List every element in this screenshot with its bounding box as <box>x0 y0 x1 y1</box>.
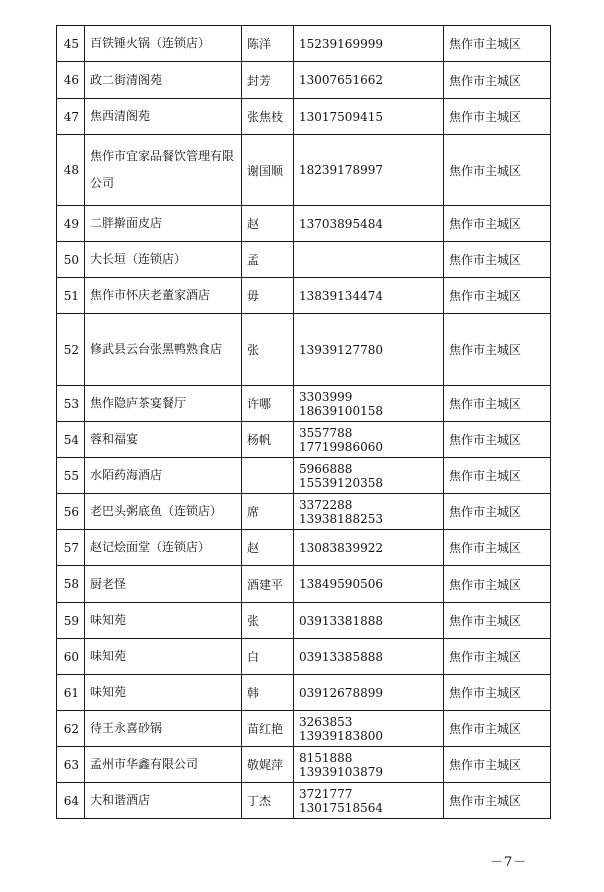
restaurant-name: 百铁锤火锅（连锁店） <box>85 26 242 62</box>
row-number: 45 <box>57 26 85 62</box>
phone-number: 18239178997 <box>294 135 444 206</box>
phone-number: 3557788 17719986060 <box>294 422 444 458</box>
row-number: 53 <box>57 386 85 422</box>
phone-number: 3372288 13938188253 <box>294 494 444 530</box>
district: 焦作市主城区 <box>444 278 551 314</box>
table-row <box>57 458 551 494</box>
district: 焦作市主城区 <box>444 711 551 747</box>
phone-number: 3263853 13939183800 <box>294 711 444 747</box>
district: 焦作市主城区 <box>444 494 551 530</box>
contact-person: 敬娓萍 <box>242 747 294 783</box>
phone-number: 03913381888 <box>294 603 444 639</box>
contact-person: 封芳 <box>242 62 294 99</box>
district: 焦作市主城区 <box>444 639 551 675</box>
contact-person: 张 <box>242 314 294 386</box>
contact-person: 丁杰 <box>242 783 294 819</box>
phone-number: 3721777 13017518564 <box>294 783 444 819</box>
restaurant-name: 味知苑 <box>85 675 242 711</box>
restaurant-name: 焦作市怀庆老董家酒店 <box>85 278 242 314</box>
table-row <box>57 603 551 639</box>
contact-person: 韩 <box>242 675 294 711</box>
restaurant-name: 味知苑 <box>85 603 242 639</box>
phone-number: 15239169999 <box>294 26 444 62</box>
restaurant-name: 政二街清阁苑 <box>85 62 242 99</box>
contact-person: 张 <box>242 603 294 639</box>
contact-person <box>242 458 294 494</box>
restaurant-name: 焦西清阁苑 <box>85 99 242 135</box>
restaurant-name: 厨老怪 <box>85 566 242 603</box>
table-row <box>57 566 551 603</box>
district: 焦作市主城区 <box>444 458 551 494</box>
phone-number: 13939127780 <box>294 314 444 386</box>
contact-person: 张焦枝 <box>242 99 294 135</box>
district: 焦作市主城区 <box>444 135 551 206</box>
contact-person: 苗红艳 <box>242 711 294 747</box>
table-row <box>57 62 551 99</box>
contact-person: 毋 <box>242 278 294 314</box>
table-row <box>57 783 551 819</box>
phone-number: 5966888 15539120358 <box>294 458 444 494</box>
table-body <box>57 26 551 819</box>
restaurant-name: 蓉和福宴 <box>85 422 242 458</box>
table-row <box>57 314 551 386</box>
district: 焦作市主城区 <box>444 603 551 639</box>
district: 焦作市主城区 <box>444 206 551 242</box>
district: 焦作市主城区 <box>444 566 551 603</box>
restaurant-name: 水陌药海酒店 <box>85 458 242 494</box>
row-number: 61 <box>57 675 85 711</box>
phone-number: 03913385888 <box>294 639 444 675</box>
restaurant-name: 焦作市宜家品餐饮管理有限公司 <box>85 135 242 206</box>
district: 焦作市主城区 <box>444 62 551 99</box>
district: 焦作市主城区 <box>444 422 551 458</box>
table-row <box>57 422 551 458</box>
phone-number: 03912678899 <box>294 675 444 711</box>
district: 焦作市主城区 <box>444 783 551 819</box>
district: 焦作市主城区 <box>444 99 551 135</box>
table-row <box>57 206 551 242</box>
contact-person: 许哪 <box>242 386 294 422</box>
restaurant-name: 味知苑 <box>85 639 242 675</box>
row-number: 55 <box>57 458 85 494</box>
restaurant-name: 赵记烩面堂（连锁店） <box>85 530 242 566</box>
row-number: 58 <box>57 566 85 603</box>
table-row <box>57 278 551 314</box>
contact-person: 杨帆 <box>242 422 294 458</box>
restaurant-name: 大长垣（连锁店） <box>85 242 242 278</box>
row-number: 46 <box>57 62 85 99</box>
row-number: 51 <box>57 278 85 314</box>
district: 焦作市主城区 <box>444 314 551 386</box>
district: 焦作市主城区 <box>444 242 551 278</box>
restaurant-table <box>56 25 551 819</box>
row-number: 60 <box>57 639 85 675</box>
row-number: 63 <box>57 747 85 783</box>
row-number: 59 <box>57 603 85 639</box>
table-row <box>57 530 551 566</box>
contact-person: 席 <box>242 494 294 530</box>
district: 焦作市主城区 <box>444 747 551 783</box>
row-number: 52 <box>57 314 85 386</box>
phone-number: 13083839922 <box>294 530 444 566</box>
contact-person: 酒建平 <box>242 566 294 603</box>
table-row <box>57 99 551 135</box>
row-number: 49 <box>57 206 85 242</box>
contact-person: 孟 <box>242 242 294 278</box>
row-number: 54 <box>57 422 85 458</box>
table-row <box>57 675 551 711</box>
phone-number: 13017509415 <box>294 99 444 135</box>
table-row <box>57 386 551 422</box>
restaurant-name: 大和谐酒店 <box>85 783 242 819</box>
restaurant-name: 二胖擀面皮店 <box>85 206 242 242</box>
contact-person: 赵 <box>242 530 294 566</box>
restaurant-name: 孟州市华鑫有限公司 <box>85 747 242 783</box>
phone-number: 13703895484 <box>294 206 444 242</box>
row-number: 50 <box>57 242 85 278</box>
district: 焦作市主城区 <box>444 386 551 422</box>
contact-person: 陈洋 <box>242 26 294 62</box>
contact-person: 白 <box>242 639 294 675</box>
phone-number: 13849590506 <box>294 566 444 603</box>
row-number: 56 <box>57 494 85 530</box>
table-row <box>57 135 551 206</box>
page-number: －7－ <box>490 855 528 870</box>
restaurant-name: 修武县云台张黑鸭熟食店 <box>85 314 242 386</box>
row-number: 48 <box>57 135 85 206</box>
table-row <box>57 242 551 278</box>
contact-person: 谢国顺 <box>242 135 294 206</box>
table-row <box>57 747 551 783</box>
table-row <box>57 494 551 530</box>
phone-number: 13007651662 <box>294 62 444 99</box>
restaurant-name: 老巴头粥底鱼（连锁店） <box>85 494 242 530</box>
district: 焦作市主城区 <box>444 675 551 711</box>
contact-person: 赵 <box>242 206 294 242</box>
table-row <box>57 711 551 747</box>
row-number: 64 <box>57 783 85 819</box>
restaurant-name: 待王永喜砂锅 <box>85 711 242 747</box>
phone-number <box>294 242 444 278</box>
phone-number: 13839134474 <box>294 278 444 314</box>
phone-number: 8151888 13939103879 <box>294 747 444 783</box>
row-number: 57 <box>57 530 85 566</box>
district: 焦作市主城区 <box>444 530 551 566</box>
district: 焦作市主城区 <box>444 26 551 62</box>
restaurant-name: 焦作隐庐茶宴餐厅 <box>85 386 242 422</box>
table-row <box>57 26 551 62</box>
table-row <box>57 639 551 675</box>
phone-number: 3303999 18639100158 <box>294 386 444 422</box>
row-number: 47 <box>57 99 85 135</box>
row-number: 62 <box>57 711 85 747</box>
